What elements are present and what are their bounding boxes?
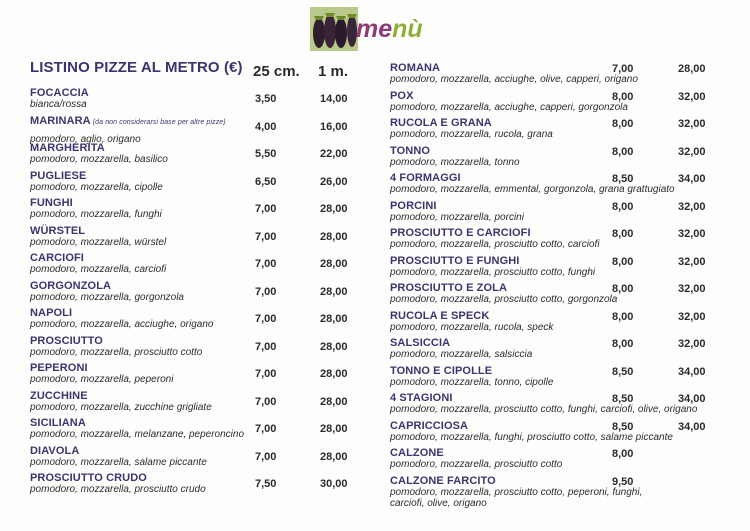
pizza-ingredients: pomodoro, mozzarella, emmental, gorgonzola, grana grattugiato	[390, 184, 675, 195]
pizza-name: DIAVOLA	[30, 444, 80, 457]
pizza-name: PROSCIUTTO E FUNGHI	[390, 254, 520, 267]
pizza-ingredients: pomodoro, mozzarella, salame piccante	[30, 456, 207, 468]
price-25cm: 7,00	[255, 395, 277, 408]
price-1m: 32,00	[678, 90, 706, 103]
pizza-name: TONNO	[390, 144, 431, 157]
pizza-ingredients: pomodoro, mozzarella, carciofi	[30, 264, 167, 275]
price-1m: 30,00	[320, 478, 348, 490]
price-1m: 28,00	[678, 63, 706, 75]
menu-item	[30, 170, 400, 196]
pizza-ingredients: pomodoro, mozzarella, funghi, prosciutto cotto, salame piccante	[390, 431, 673, 443]
pizza-ingredients: pomodoro, mozzarella, prosciutto cotto	[30, 346, 203, 358]
menu-item	[390, 474, 750, 509]
price-1m: 32,00	[678, 228, 706, 240]
pizza-name: PROSCIUTTO E ZOLA	[390, 282, 508, 294]
pizza-ingredients: pomodoro, mozzarella, cipolle	[30, 181, 163, 193]
menu-item	[390, 90, 750, 116]
pizza-name: CAPRICCIOSA	[390, 419, 469, 432]
menu-item	[390, 282, 750, 308]
price-1m: 34,00	[678, 420, 706, 433]
price-25cm: 8,00	[612, 448, 634, 460]
price-25cm: 8,50	[612, 173, 634, 185]
menu-item	[30, 114, 400, 145]
pizza-name: PEPERONI	[30, 362, 88, 374]
menu-item	[390, 447, 750, 473]
pizza-ingredients: pomodoro, mozzarella, rucola, grana	[390, 129, 553, 140]
price-1m: 28,00	[320, 258, 348, 270]
menu-item	[30, 307, 400, 333]
menu-logo	[310, 7, 436, 51]
price-25cm: 8,00	[612, 255, 634, 268]
pizza-ingredients: pomodoro, mozzarella, tonno, cipolle	[390, 376, 554, 388]
price-25cm: 7,00	[255, 285, 277, 298]
price-25cm: 7,00	[255, 340, 277, 353]
pizza-name: PROSCIUTTO CRUDO	[30, 472, 147, 484]
price-25cm: 8,00	[612, 90, 634, 103]
pizza-name: PROSCIUTTO	[30, 334, 103, 347]
menu-item	[30, 87, 400, 113]
price-list-title: LISTINO PIZZE AL METRO (€)	[30, 59, 243, 76]
price-1m: 28,00	[320, 230, 348, 243]
pizza-ingredients: pomodoro, mozzarella, rucola, speck	[390, 321, 554, 333]
menu-item	[390, 337, 750, 363]
menu-item	[30, 225, 400, 251]
pizza-ingredients: pomodoro, mozzarella, porcini	[390, 211, 524, 223]
menu-item	[390, 365, 750, 391]
pizza-ingredients: bianca/rossa	[30, 99, 87, 110]
menu-item	[30, 252, 400, 278]
price-25cm: 8,00	[612, 228, 634, 240]
price-25cm: 7,00	[255, 450, 277, 463]
menu-item	[390, 392, 750, 418]
price-25cm: 9,50	[612, 475, 634, 488]
pizza-name: CARCIOFI	[30, 252, 84, 264]
price-25cm: 7,00	[255, 368, 277, 380]
column-header-25cm: 25 cm.	[253, 63, 300, 80]
price-1m: 32,00	[678, 283, 706, 295]
menu-item	[30, 142, 400, 168]
price-1m: 26,00	[320, 175, 348, 188]
price-1m: 16,00	[320, 120, 348, 133]
price-1m: 28,00	[320, 450, 348, 463]
price-25cm: 8,00	[612, 118, 634, 130]
pizza-ingredients: pomodoro, mozzarella, acciughe, olive, capperi, origano	[390, 74, 638, 85]
pizza-name: RUCOLA E SPECK	[390, 309, 490, 322]
pizza-name: MARGHERITA	[30, 142, 105, 154]
pizza-ingredients: pomodoro, mozzarella, prosciutto cotto, peperoni, funghi,	[390, 486, 643, 498]
price-25cm: 7,00	[612, 63, 634, 75]
price-25cm: 4,00	[255, 120, 277, 133]
pizza-name: PUGLIESE	[30, 169, 87, 182]
price-1m: 14,00	[320, 93, 348, 105]
price-25cm: 7,00	[255, 203, 277, 215]
price-1m: 32,00	[678, 255, 706, 268]
pizza-ingredients: pomodoro, mozzarella, prosciutto crudo	[30, 484, 206, 495]
pizza-ingredients: pomodoro, mozzarella, zucchine grigliate	[30, 401, 212, 413]
pizza-name: MARINARA (da non considerarsi base per altre pizze)	[30, 114, 226, 127]
pizza-ingredients-continued: carciofi, olive, origano	[390, 497, 487, 509]
pizza-name: ZUCCHINE	[30, 389, 88, 402]
pizza-ingredients: pomodoro, mozzarella, salsiccia	[390, 349, 533, 360]
price-25cm: 6,50	[255, 175, 277, 188]
pizza-name: 4 STAGIONI	[390, 392, 453, 404]
pizza-name: ROMANA	[390, 62, 441, 74]
pizza-ingredients: pomodoro, aglio, origano	[30, 133, 141, 145]
pizza-name: POX	[390, 89, 414, 102]
menu-item	[30, 390, 400, 416]
pizza-name: WÜRSTEL	[30, 224, 86, 237]
pizza-ingredients: pomodoro, mozzarella, würstel	[30, 236, 167, 248]
menu-item	[30, 472, 400, 498]
price-1m: 28,00	[320, 395, 348, 408]
price-25cm: 7,00	[255, 258, 277, 270]
menu-item	[390, 255, 750, 281]
price-1m: 28,00	[320, 340, 348, 353]
price-25cm: 8,50	[612, 365, 634, 378]
price-1m: 28,00	[320, 203, 348, 215]
menu-item	[30, 417, 400, 443]
price-1m: 32,00	[678, 200, 706, 213]
menu-item	[30, 445, 400, 471]
price-25cm: 8,00	[612, 338, 634, 350]
pizza-ingredients: pomodoro, mozzarella, prosciutto cotto, carciofi	[390, 239, 600, 250]
price-25cm: 7,00	[255, 230, 277, 243]
price-1m: 32,00	[678, 338, 706, 350]
price-1m: 32,00	[678, 310, 706, 323]
pizza-ingredients: pomodoro, mozzarella, prosciutto cotto	[390, 459, 563, 470]
menu-item	[30, 362, 400, 388]
price-25cm: 8,50	[612, 393, 634, 405]
pizza-ingredients: pomodoro, mozzarella, funghi	[30, 209, 162, 220]
pizza-name: NAPOLI	[30, 307, 73, 319]
pizza-ingredients: pomodoro, mozzarella, gorgonzola	[30, 291, 184, 303]
pizza-ingredients: pomodoro, mozzarella, basilico	[30, 154, 168, 165]
menu-item	[390, 310, 750, 336]
pizza-name: 4 FORMAGGI	[390, 172, 461, 184]
pizza-ingredients: pomodoro, mozzarella, peperoni	[30, 374, 174, 385]
pizza-name: SICILIANA	[30, 417, 86, 429]
price-25cm: 8,00	[612, 310, 634, 323]
menu-item	[30, 335, 400, 361]
menu-item	[390, 117, 750, 143]
pizza-ingredients: pomodoro, mozzarella, prosciutto cotto, funghi, carciofi, olive, origano	[390, 404, 698, 415]
pizza-ingredients: pomodoro, mozzarella, prosciutto cotto, funghi	[390, 266, 596, 278]
pizza-name: FOCACCIA	[30, 87, 89, 99]
price-25cm: 5,50	[255, 148, 277, 160]
pizza-name: CALZONE FARCITO	[390, 474, 496, 487]
price-1m: 32,00	[678, 145, 706, 158]
price-25cm: 7,50	[255, 478, 277, 490]
menu-item	[390, 420, 750, 446]
price-1m: 32,00	[678, 118, 706, 130]
pizza-ingredients: pomodoro, mozzarella, acciughe, capperi, gorgonzola	[390, 101, 628, 113]
pizza-ingredients: pomodoro, mozzarella, acciughe, origano	[30, 319, 214, 330]
pizza-name: GORGONZOLA	[30, 279, 112, 292]
price-1m: 22,00	[320, 148, 348, 160]
pizza-name: PORCINI	[390, 199, 437, 212]
price-1m: 28,00	[320, 285, 348, 298]
price-1m: 28,00	[320, 423, 348, 435]
price-25cm: 7,00	[255, 423, 277, 435]
pizza-name: CALZONE	[390, 447, 444, 459]
price-25cm: 8,50	[612, 420, 634, 433]
pizza-ingredients: pomodoro, mozzarella, melanzane, peperoncino	[30, 429, 245, 440]
pizza-name: SALSICCIA	[390, 337, 451, 349]
price-25cm: 3,50	[255, 93, 277, 105]
menu-item	[390, 172, 750, 198]
pizza-name: RUCOLA E GRANA	[390, 117, 492, 129]
logo-wordmark: menù	[356, 14, 423, 43]
menu-item	[390, 227, 750, 253]
price-25cm: 8,00	[612, 283, 634, 295]
menu-item	[390, 145, 750, 171]
price-25cm: 7,00	[255, 313, 277, 325]
menu-item	[390, 200, 750, 226]
price-1m: 28,00	[320, 368, 348, 380]
price-25cm: 8,00	[612, 200, 634, 213]
price-25cm: 8,00	[612, 145, 634, 158]
eggplant-logo-image	[310, 7, 358, 51]
menu-item	[30, 197, 400, 223]
menu-item	[390, 62, 750, 88]
price-1m: 34,00	[678, 173, 706, 185]
price-1m: 28,00	[320, 313, 348, 325]
price-1m: 34,00	[678, 393, 706, 405]
pizza-ingredients: pomodoro, mozzarella, prosciutto cotto, gorgonzola	[390, 294, 618, 305]
pizza-name: TONNO E CIPOLLE	[390, 364, 493, 377]
menu-item	[30, 280, 400, 306]
price-1m: 34,00	[678, 365, 706, 378]
pizza-ingredients: pomodoro, mozzarella, tonno	[390, 156, 520, 168]
column-header-1m: 1 m.	[318, 63, 349, 80]
pizza-name: PROSCIUTTO E CARCIOFI	[390, 227, 531, 239]
pizza-name: FUNGHI	[30, 197, 73, 209]
